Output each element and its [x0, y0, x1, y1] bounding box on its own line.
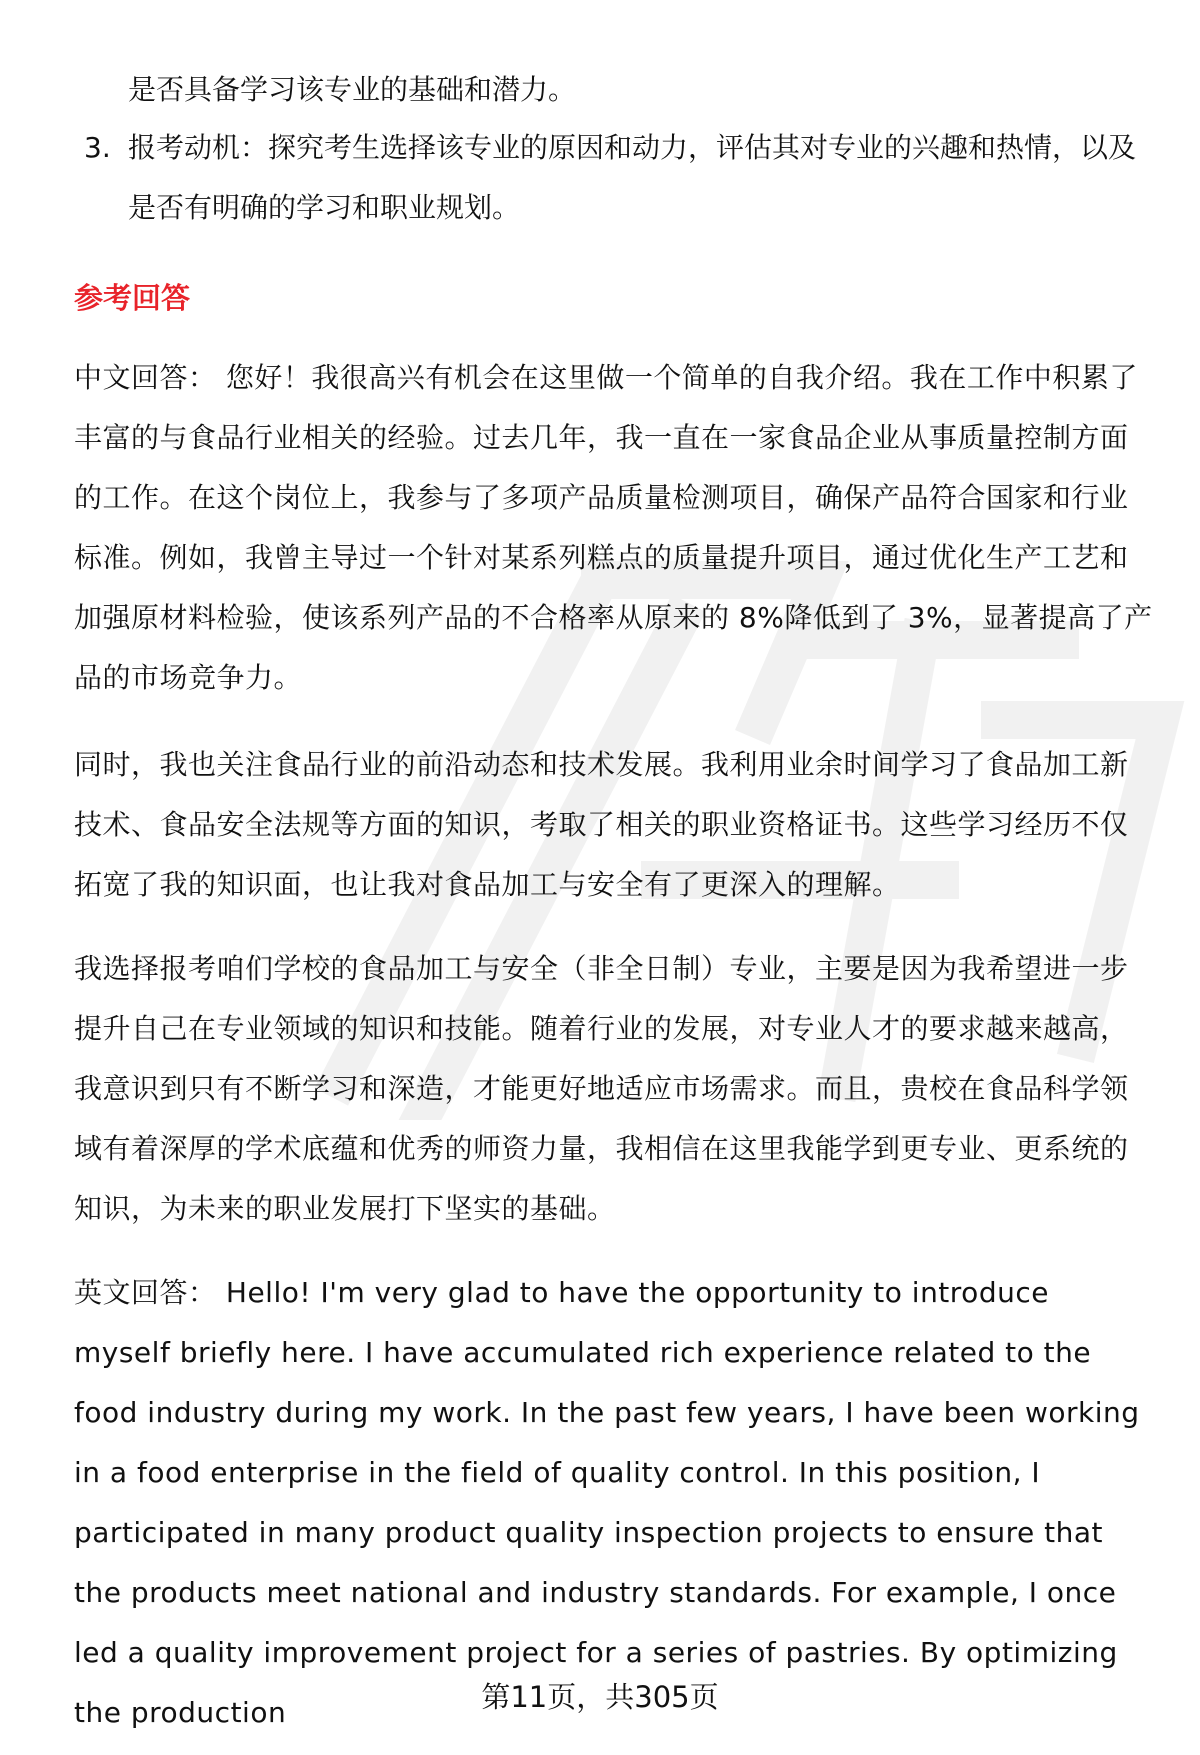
section-heading: 参考回答 [74, 281, 191, 315]
paragraph-chinese-answer-3: 我选择报考咱们学校的食品加工与安全（非全日制）专业，主要是因为我希望进一步提升自己在专业领域的知识和技能。随着行业的发展，对专业人才的要求越来越高，我意识到只有不断学习和深造，才能更好地适应市场需求。而且，贵校在食品科学领域有着深厚的学术底蕴和优秀的师资力量，我相信在这里我能学到更专业、更系统的知识，为未来的职业发展打下坚实的基础。 [74, 952, 1129, 1225]
page-number-footer: 第11页，共305页 [481, 1680, 719, 1714]
list-item-2-continuation: 是否具备学习该专业的基础和潜力。 [128, 73, 577, 106]
list-item-3-text: 报考动机：探究考生选择该专业的原因和动力，评估其对专业的兴趣和热情，以及是否有明确的学习和职业规划。 [128, 131, 1137, 224]
list-item-3-number: 3. [84, 131, 111, 164]
paragraph-english-answer: 英文回答： Hello! I'm very glad to have the opportunity to introduce myself briefly here. I have accumulated rich experience related to the food industry during my work. In the past few years, I have been working in a food enterprise in the field of quality control. In this position, I participated in many product quality inspection projects to ensure that the products meet national and industry standards. For example, I once led a quality improvement project for a series of pastries. By optimizing the production [74, 1276, 1140, 1729]
paragraph-chinese-answer-2: 同时，我也关注食品行业的前沿动态和技术发展。我利用业余时间学习了食品加工新技术、食品安全法规等方面的知识，考取了相关的职业资格证书。这些学习经历不仅拓宽了我的知识面，也让我对食品加工与安全有了更深入的理解。 [74, 748, 1129, 901]
paragraph-chinese-answer-1: 中文回答： 您好！我很高兴有机会在这里做一个简单的自我介绍。我在工作中积累了丰富的与食品行业相关的经验。过去几年，我一直在一家食品企业从事质量控制方面的工作。在这个岗位上，我参与了多项产品质量检测项目，确保产品符合国家和行业标准。例如，我曾主导过一个针对某系列糕点的质量提升项目，通过优化生产工艺和加强原材料检验，使该系列产品的不合格率从原来的 8%降低到了 3%，显著提高了产品的市场竞争力。 [74, 361, 1153, 694]
